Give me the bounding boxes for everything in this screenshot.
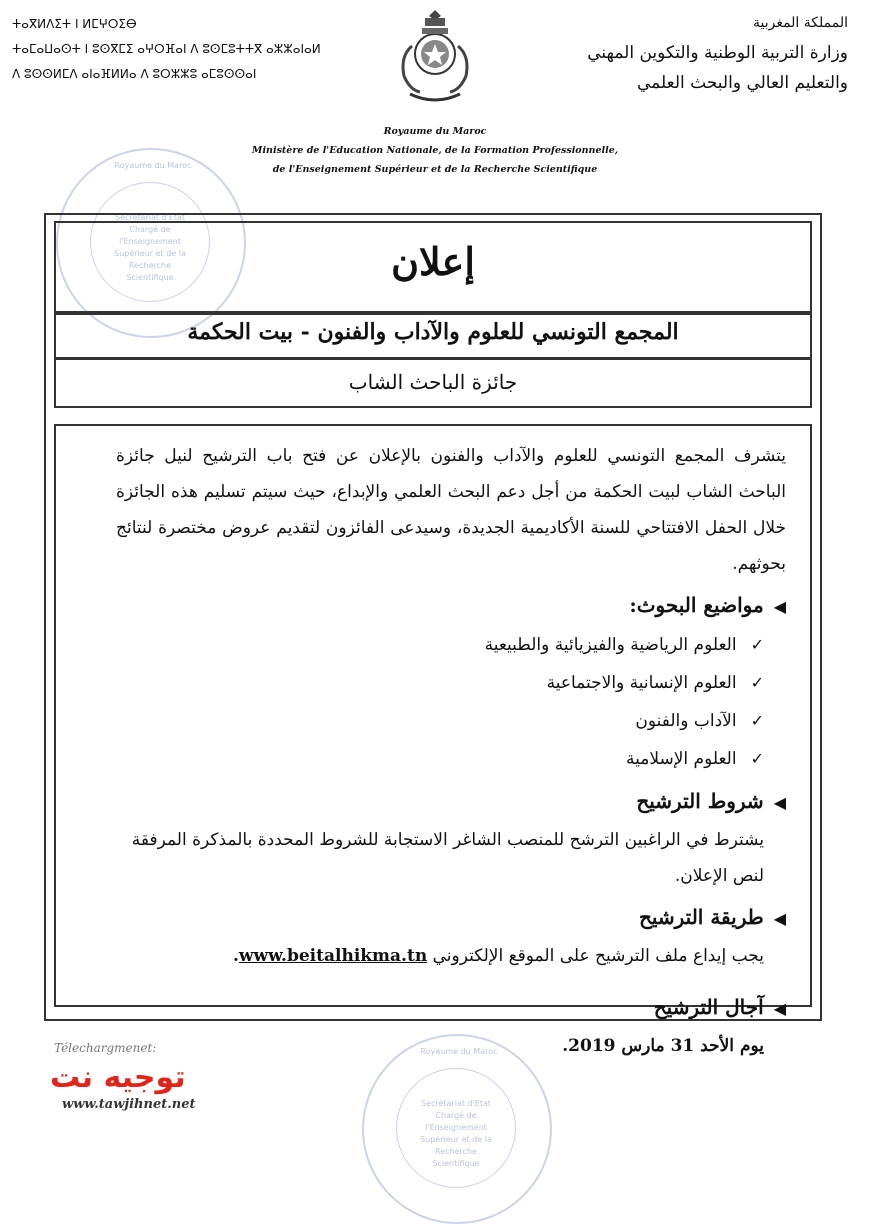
title-box (54, 221, 812, 315)
intro-paragraph: يتشرف المجمع التونسي للعلوم والآداب والفنون بالإعلان عن فتح باب الترشيح لنيل جائزة الباحث الشاب لبيت الحكمة من أجل دعم البحث العلمي والإبداع، حيث سيتم تسليم هذه الجائزة خلال الحفل الافتتاحي للسنة الأكاديمية الجديدة، وسيدعى الفائزون لتقديم عروض مختصرة لنتائج بحوثهم. (116, 446, 786, 574)
method-text: يجب إيداع ملف الترشيح على الموقع الإلكتروني www.beitalhikma.tn. (232, 946, 764, 966)
french-header-line: Ministère de l'Education Nationale, de la Formation Professionnelle, (251, 145, 619, 156)
stamp-outer-text: Royaume du Maroc (420, 1047, 498, 1056)
list-item: ✓العلوم الرياضية والفيزيائية والطبيعية (116, 626, 786, 664)
organization-box (54, 311, 812, 359)
french-header (200, 122, 670, 179)
royal-emblem-icon (392, 6, 478, 106)
watermark-label: Télechargmenet: (54, 1041, 157, 1055)
watermark-logo: توجيه نت (50, 1060, 186, 1095)
french-header-line: Royaume du Maroc (383, 126, 487, 137)
watermark-url[interactable]: www.tawjihnet.net (62, 1097, 196, 1112)
list-item: ✓الآداب والفنون (116, 702, 786, 740)
website-link[interactable]: www.beitalhikma.tn (238, 946, 428, 966)
announcement-title: إعلان (391, 239, 475, 284)
tifinagh-line: ⵜⴰⵎⴰⵡⴰⵙⵜ ⵏ ⵓⵙⴳⵎⵉ ⴰⵖⵔⴼⴰⵏ ⴷ ⵓⵙⵎⵓⵜⵜⴳ ⴰⵣⵣⴰⵏⴰⵍ (12, 42, 321, 56)
method-heading: ◀طريقة الترشيح (116, 898, 786, 938)
arabic-header-line: والتعليم العالي والبحث العلمي (637, 73, 848, 93)
french-header-line: de l'Enseignement Supérieur et de la Recherche Scientifique (272, 164, 598, 175)
tifinagh-header (12, 12, 332, 87)
check-icon: ✓ (750, 673, 764, 692)
triangle-icon: ◀ (773, 793, 786, 812)
conditions-heading: ◀شروط الترشيح (116, 782, 786, 822)
tifinagh-line: ⴷ ⵓⵙⵙⵍⵎⴷ ⴰⵏⴰⴼⵍⵍⴰ ⴷ ⵓⵔⵣⵣⵓ ⴰⵎⵓⵙⵙⴰⵏ (12, 67, 257, 81)
prize-name: جائزة الباحث الشاب (348, 370, 518, 394)
check-icon: ✓ (750, 749, 764, 768)
stamp-inner-text: Secrétariat d'Etat Chargé de l'Enseignement Supérieur et de la Recherche Scientifique (420, 1099, 492, 1168)
list-item: ✓العلوم الإسلامية (116, 740, 786, 778)
list-item: ✓العلوم الإنسانية والاجتماعية (116, 664, 786, 702)
topics-heading: ◀مواضيع البحوث: (116, 586, 786, 626)
prize-box (54, 358, 812, 408)
conditions-text: يشترط في الراغبين الترشح للمنصب الشاغر الاستجابة للشروط المحددة بالمذكرة المرفقة لنص الإعلان. (131, 830, 764, 886)
deadline-text: يوم الأحد 31 مارس 2019. (562, 1036, 764, 1056)
arabic-header (518, 8, 848, 98)
arabic-header-line: المملكة المغربية (752, 15, 848, 31)
tifinagh-line: ⵜⴰⴳⵍⴷⵉⵜ ⵏ ⵍⵎⵖⵔⵉⴱ (12, 17, 137, 31)
official-stamp (362, 1034, 552, 1224)
arabic-header-line: وزارة التربية الوطنية والتكوين المهني (587, 43, 848, 63)
stamp-inner-text: Secrétariat d'Etat Chargé de l'Enseignement Supérieur et de la Recherche Scientifique (114, 213, 186, 282)
triangle-icon: ◀ (773, 999, 786, 1018)
announcement-body (116, 438, 786, 1064)
triangle-icon: ◀ (773, 597, 786, 616)
stamp-outer-text: Royaume du Maroc (114, 161, 192, 170)
check-icon: ✓ (750, 635, 764, 654)
deadline-heading: ◀آجال الترشيح (116, 988, 786, 1028)
organization-name: المجمع التونسي للعلوم والآداب والفنون - بيت الحكمة (187, 319, 679, 345)
triangle-icon: ◀ (773, 909, 786, 928)
check-icon: ✓ (750, 711, 764, 730)
